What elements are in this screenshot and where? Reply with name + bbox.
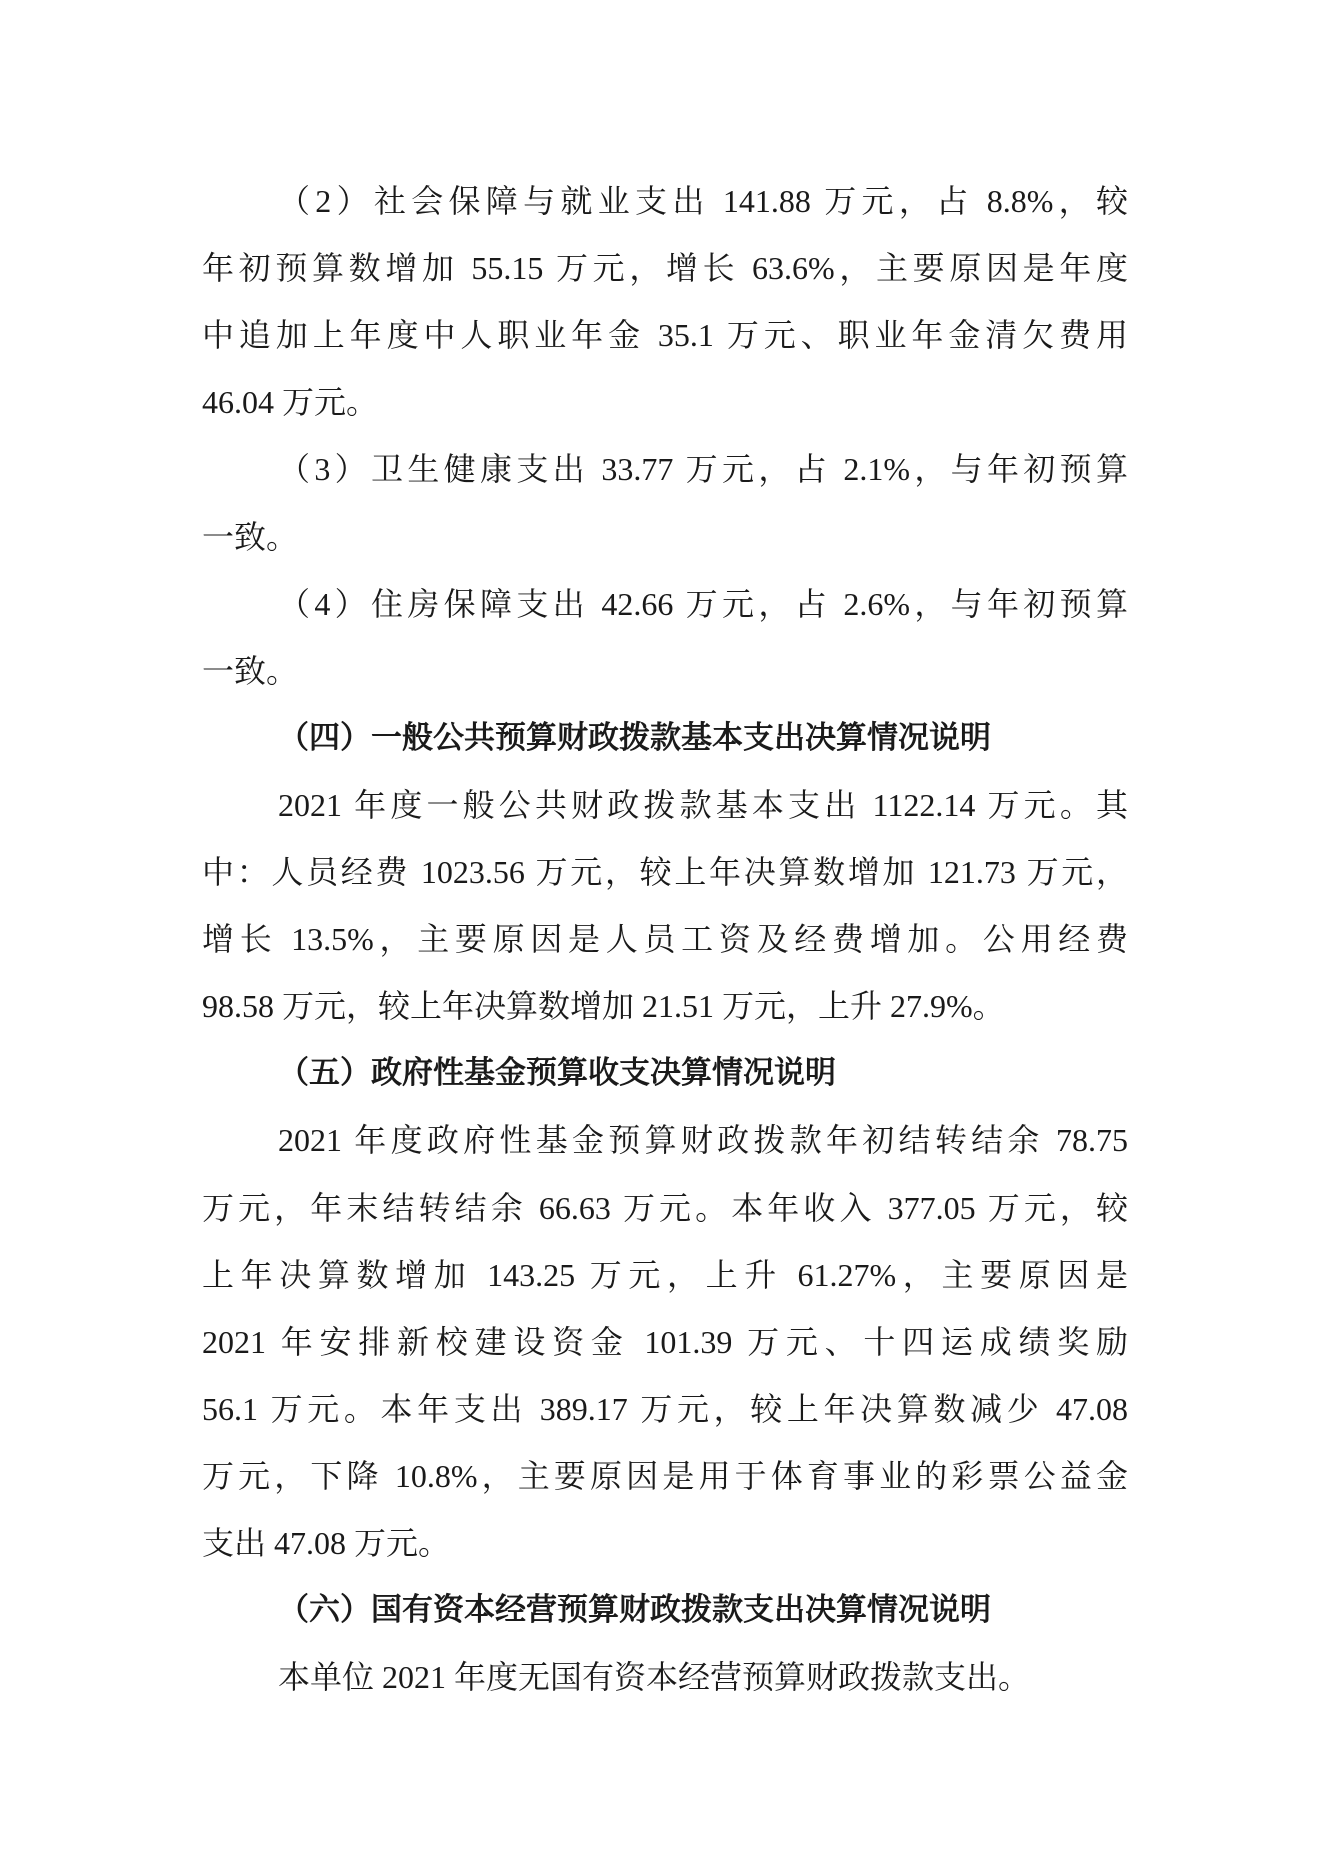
- heading-text: （四）一般公共预算财政拨款基本支出决算情况说明: [278, 719, 991, 756]
- text-line: 98.58 万元，较上年决算数增加 21.51 万元，上升 27.9%。: [202, 988, 1005, 1025]
- text-line: 上年决算数增加 143.25 万元，上升 61.27%，主要原因是: [202, 1256, 1128, 1293]
- text-line: 中追加上年度中人职业年金 35.1 万元、职业年金清欠费用: [202, 317, 1128, 354]
- text-line: 一致。: [202, 518, 299, 555]
- text-line: （4）住房保障支出 42.66 万元，占 2.6%，与年初预算: [278, 585, 1128, 622]
- text-line: 万元，下降 10.8%，主要原因是用于体育事业的彩票公益金: [202, 1457, 1128, 1494]
- text-line: 中：人员经费 1023.56 万元，较上年决算数增加 121.73 万元，: [202, 854, 1128, 890]
- text-line: 2021 年度一般公共财政拨款基本支出 1122.14 万元。其: [278, 786, 1128, 823]
- heading-text: （五）政府性基金预算收支决算情况说明: [278, 1055, 836, 1092]
- text-line: 万元，年末结转结余 66.63 万元。本年收入 377.05 万元，较: [202, 1189, 1128, 1226]
- text-line: 一致。: [202, 652, 299, 689]
- heading-text: （六）国有资本经营预算财政拨款支出决算情况说明: [278, 1592, 991, 1629]
- text-line: 增长 13.5%，主要原因是人员工资及经费增加。公用经费: [202, 921, 1128, 958]
- text-line: 本单位 2021 年度无国有资本经营预算财政拨款支出。: [278, 1659, 1031, 1696]
- text-line: 2021 年度政府性基金预算财政拨款年初结转结余 78.75: [278, 1122, 1128, 1159]
- text-line: 支出 47.08 万元。: [202, 1525, 451, 1561]
- text-line: 年初预算数增加 55.15 万元，增长 63.6%，主要原因是年度: [202, 250, 1128, 287]
- text-line: （3）卫生健康支出 33.77 万元，占 2.1%，与年初预算: [278, 451, 1128, 488]
- text-line: 56.1 万元。本年支出 389.17 万元，较上年决算数减少 47.08: [202, 1390, 1128, 1427]
- text-line: 46.04 万元。: [202, 384, 379, 421]
- text-line: 2021 年安排新校建设资金 101.39 万元、十四运成绩奖励: [202, 1323, 1128, 1360]
- text-line: （2）社会保障与就业支出 141.88 万元，占 8.8%，较: [278, 183, 1128, 219]
